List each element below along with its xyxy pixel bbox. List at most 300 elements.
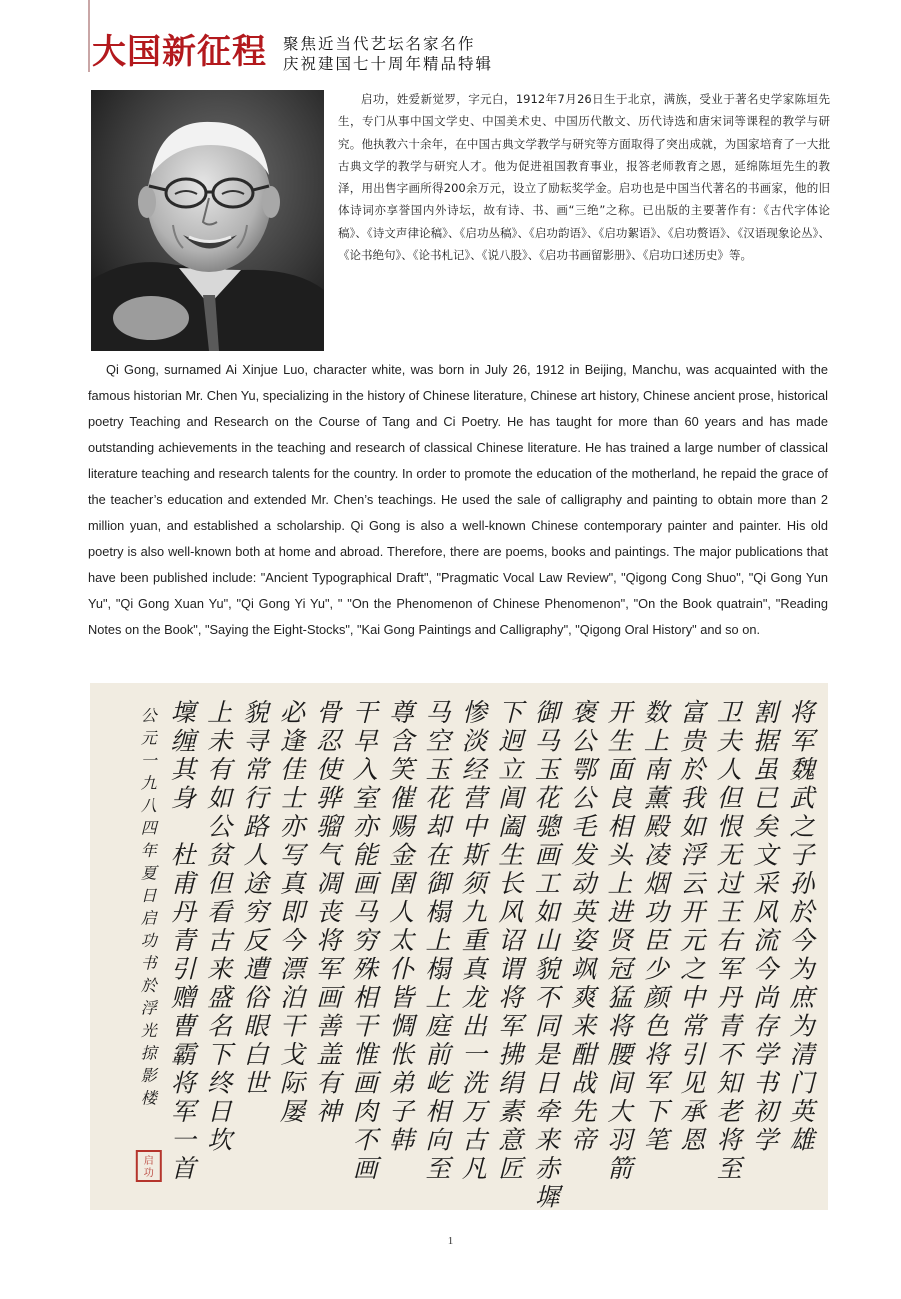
calligraphy-inscription	[141, 706, 160, 1108]
svg-text:恨: 恨	[716, 812, 742, 841]
calligraphy-column	[607, 698, 636, 1183]
svg-text:存: 存	[753, 1011, 779, 1041]
svg-text:杜: 杜	[170, 840, 196, 870]
svg-text:盛: 盛	[207, 983, 233, 1012]
svg-text:骨: 骨	[316, 698, 342, 727]
svg-text:相: 相	[425, 1097, 451, 1126]
svg-text:常: 常	[243, 755, 269, 784]
svg-text:武: 武	[789, 783, 815, 813]
svg-text:军: 军	[716, 954, 742, 984]
svg-text:室: 室	[352, 783, 378, 813]
svg-text:泊: 泊	[279, 983, 305, 1012]
svg-text:姿: 姿	[571, 926, 597, 955]
svg-text:为: 为	[789, 954, 815, 984]
svg-text:干: 干	[352, 1011, 378, 1041]
svg-text:阊: 阊	[498, 783, 524, 813]
svg-text:霸: 霸	[170, 1040, 196, 1069]
svg-text:丧: 丧	[316, 897, 342, 927]
svg-text:无: 无	[716, 840, 742, 870]
svg-text:日: 日	[534, 1068, 560, 1098]
svg-text:殿: 殿	[643, 812, 669, 841]
svg-text:如: 如	[534, 897, 560, 927]
svg-text:公: 公	[140, 706, 157, 725]
svg-text:意: 意	[498, 1125, 524, 1155]
svg-text:生: 生	[607, 726, 633, 756]
svg-text:谓: 谓	[498, 954, 524, 984]
svg-text:金: 金	[389, 840, 415, 870]
svg-text:洗: 洗	[461, 1068, 487, 1098]
calligraphy-column	[717, 698, 746, 1183]
svg-text:恩: 恩	[680, 1125, 706, 1155]
biography-english: Qi Gong, surnamed Ai Xinjue Luo, character white, was born in July 26, 1912 in Beijing, Manchu, was acquainted with the famous historian Mr. Chen Yu, specializing in the history of Chinese literature, Chinese art history, Chinese ancient prose, historical poetry Teaching and Research on the Course of Tang and Ci Poetry. He has taught for more than 60 years and has made outstanding achievements in the teaching and research of classical Chinese literature. He has trained a large number of classical literature teaching and research talents for the country. In order to promote the education of the motherland, he repaid the grace of the teacher’s education and extended Mr. Chen’s teachings. He used the sale of calligraphy and painting to obtain more than 2 million yuan, and established a scholarship. Qi Gong is also a well-known Chinese contemporary painter and painter. His old poetry is also well-known both at home and abroad. Therefore, there are poems, books and paintings. The major publications that have been published include: "Ancient Typographical Draft", "Pragmatic Vocal Law Review", "Qigong Cong Shuo", "Qi Gong Yun Yu", "Qi Gong Xuan Yu", "Qi Gong Yi Yu", " "On the Phenomenon of Chinese Phenomenon", "On the Book quatrain", "Reading Notes on the Book", "Saying the Eight-Stocks", "Kai Gong Paintings and Calligraphy", "Qigong Oral History" and so on.	[88, 362, 828, 637]
svg-text:来: 来	[571, 1011, 597, 1041]
svg-text:军: 军	[643, 1068, 669, 1098]
svg-text:榻: 榻	[425, 954, 451, 984]
svg-text:据: 据	[753, 726, 779, 756]
svg-text:一: 一	[170, 1125, 196, 1155]
svg-text:立: 立	[498, 755, 524, 784]
svg-text:拂: 拂	[498, 1040, 524, 1069]
svg-text:匠: 匠	[498, 1154, 524, 1183]
svg-text:人: 人	[243, 840, 269, 870]
svg-text:弟: 弟	[389, 1068, 415, 1098]
svg-text:骝: 骝	[316, 812, 342, 841]
svg-text:来: 来	[207, 954, 233, 984]
svg-text:亦: 亦	[352, 812, 378, 841]
svg-text:即: 即	[279, 897, 305, 927]
svg-text:御: 御	[425, 869, 451, 898]
svg-text:将: 将	[498, 983, 524, 1012]
svg-text:行: 行	[243, 783, 269, 813]
svg-text:未: 未	[207, 726, 233, 756]
svg-text:承: 承	[680, 1097, 706, 1126]
svg-text:之: 之	[789, 812, 815, 841]
svg-text:屡: 屡	[279, 1097, 305, 1126]
svg-text:过: 过	[716, 869, 742, 898]
svg-text:文: 文	[753, 840, 779, 870]
svg-text:九: 九	[140, 773, 157, 793]
svg-text:仆: 仆	[389, 954, 415, 984]
svg-text:今: 今	[789, 926, 815, 955]
calligraphy-column	[171, 698, 200, 1183]
svg-text:一: 一	[140, 751, 157, 770]
svg-text:身: 身	[170, 783, 196, 813]
svg-text:知: 知	[716, 1068, 742, 1098]
svg-text:人: 人	[716, 755, 742, 784]
svg-text:元: 元	[680, 926, 706, 955]
svg-text:雄: 雄	[789, 1125, 815, 1155]
svg-text:墀: 墀	[534, 1182, 560, 1210]
calligraphy-column	[243, 698, 272, 1098]
svg-text:臣: 臣	[643, 926, 669, 955]
svg-text:斯: 斯	[461, 840, 487, 870]
svg-text:箭: 箭	[607, 1154, 633, 1183]
svg-text:今: 今	[753, 954, 779, 984]
calligraphy-column	[535, 698, 564, 1210]
svg-text:马: 马	[352, 897, 378, 927]
svg-text:军: 军	[316, 954, 342, 984]
svg-text:相: 相	[607, 812, 633, 841]
svg-text:榻: 榻	[425, 897, 451, 927]
svg-text:庶: 庶	[789, 983, 815, 1012]
svg-text:迥: 迥	[498, 726, 524, 756]
svg-text:动: 动	[571, 869, 597, 898]
svg-text:军: 军	[170, 1097, 196, 1126]
svg-text:至: 至	[716, 1154, 742, 1183]
masthead-subtitle-line2: 庆祝建国七十周年精品特辑	[283, 55, 494, 73]
svg-text:冠: 冠	[607, 954, 633, 984]
masthead-subtitle	[283, 34, 493, 74]
calligraphy-column	[644, 698, 673, 1155]
svg-text:开: 开	[680, 897, 706, 927]
svg-text:有: 有	[207, 755, 233, 784]
page-number: 1	[447, 1235, 454, 1247]
svg-text:帝: 帝	[571, 1125, 597, 1155]
svg-text:初: 初	[753, 1097, 779, 1126]
svg-text:引: 引	[170, 954, 196, 984]
calligraphy-column	[207, 698, 236, 1155]
svg-text:逢: 逢	[279, 726, 305, 756]
svg-text:先: 先	[571, 1097, 597, 1126]
svg-text:於: 於	[680, 755, 706, 784]
svg-text:云: 云	[680, 869, 706, 898]
svg-text:尊: 尊	[389, 698, 415, 727]
svg-text:干: 干	[352, 698, 378, 727]
svg-text:首: 首	[170, 1154, 196, 1183]
svg-text:日: 日	[207, 1097, 233, 1126]
svg-text:眼: 眼	[243, 1011, 269, 1041]
svg-text:阖: 阖	[498, 812, 524, 841]
svg-text:采: 采	[753, 869, 779, 898]
svg-text:曹: 曹	[170, 1011, 196, 1041]
svg-text:画: 画	[316, 983, 342, 1012]
svg-text:出: 出	[461, 1011, 487, 1041]
svg-text:腰: 腰	[607, 1040, 633, 1069]
svg-text:惟: 惟	[352, 1040, 378, 1069]
svg-text:惆: 惆	[389, 1011, 415, 1041]
artist-seal	[137, 1151, 161, 1181]
svg-text:催: 催	[389, 783, 415, 813]
svg-text:功: 功	[643, 897, 669, 927]
svg-text:画: 画	[534, 840, 560, 870]
svg-text:流: 流	[753, 926, 779, 955]
svg-text:尚: 尚	[753, 983, 779, 1012]
svg-text:壈: 壈	[170, 698, 196, 727]
svg-text:画: 画	[352, 1068, 378, 1098]
svg-text:元: 元	[140, 728, 157, 748]
svg-text:如: 如	[207, 783, 233, 813]
svg-text:楼: 楼	[140, 1088, 157, 1108]
svg-text:薰: 薰	[643, 783, 669, 813]
svg-text:大: 大	[607, 1097, 633, 1126]
svg-text:能: 能	[352, 840, 378, 870]
svg-text:老: 老	[716, 1097, 742, 1126]
svg-text:龙: 龙	[461, 983, 487, 1012]
svg-text:庭: 庭	[425, 1011, 451, 1041]
svg-text:将: 将	[643, 1040, 669, 1069]
svg-text:风: 风	[498, 897, 524, 927]
svg-text:鄂: 鄂	[571, 755, 597, 784]
svg-text:须: 须	[461, 869, 487, 898]
svg-text:青: 青	[716, 1011, 742, 1041]
svg-text:富: 富	[680, 698, 706, 727]
svg-text:气: 气	[316, 840, 342, 870]
svg-text:漂: 漂	[279, 954, 305, 984]
svg-text:日: 日	[140, 886, 157, 905]
svg-text:韩: 韩	[389, 1125, 415, 1155]
masthead-title: 大国新征程	[92, 32, 267, 72]
svg-text:不: 不	[352, 1125, 378, 1155]
svg-text:真: 真	[279, 869, 305, 898]
svg-text:惨: 惨	[461, 698, 487, 727]
svg-text:影: 影	[140, 1066, 157, 1085]
svg-text:长: 长	[498, 869, 524, 898]
svg-text:贤: 贤	[607, 926, 633, 955]
svg-text:一: 一	[461, 1040, 487, 1069]
svg-text:营: 营	[461, 783, 487, 813]
svg-text:御: 御	[534, 698, 560, 727]
svg-text:戈: 戈	[279, 1040, 305, 1069]
svg-text:风: 风	[753, 897, 779, 927]
svg-text:但: 但	[716, 783, 742, 813]
calligraphy-column	[389, 698, 418, 1155]
svg-text:寻: 寻	[243, 726, 269, 756]
svg-text:启: 启	[140, 908, 157, 928]
svg-text:学: 学	[753, 1125, 779, 1155]
svg-text:数: 数	[643, 698, 669, 727]
svg-text:军: 军	[789, 726, 815, 756]
svg-text:画: 画	[352, 869, 378, 898]
svg-text:将: 将	[716, 1125, 742, 1155]
svg-text:人: 人	[389, 897, 415, 927]
svg-text:诏: 诏	[498, 926, 524, 955]
svg-text:凡: 凡	[461, 1154, 487, 1183]
svg-text:貌: 貌	[534, 954, 560, 984]
svg-text:素: 素	[498, 1097, 524, 1126]
svg-text:子: 子	[389, 1097, 415, 1126]
svg-text:白: 白	[243, 1040, 269, 1069]
svg-text:却: 却	[425, 812, 451, 841]
svg-text:四: 四	[140, 818, 157, 838]
svg-text:少: 少	[643, 954, 669, 984]
svg-text:画: 画	[352, 1154, 378, 1183]
svg-text:八: 八	[140, 796, 157, 815]
svg-text:貌: 貌	[243, 698, 269, 727]
svg-text:圉: 圉	[389, 869, 415, 898]
svg-text:不: 不	[534, 983, 560, 1012]
svg-text:爽: 爽	[571, 983, 597, 1012]
svg-text:重: 重	[461, 926, 487, 955]
svg-text:於: 於	[789, 897, 815, 927]
svg-text:启: 启	[143, 1156, 154, 1167]
svg-text:亦: 亦	[279, 812, 305, 841]
svg-text:已: 已	[753, 783, 779, 813]
svg-text:门: 门	[789, 1068, 815, 1098]
svg-text:上: 上	[207, 698, 233, 727]
calligraphy-column	[280, 698, 309, 1126]
svg-text:古: 古	[461, 1125, 487, 1155]
svg-text:将: 将	[170, 1068, 196, 1098]
svg-text:割: 割	[753, 698, 779, 727]
calligraphy-artwork	[90, 683, 828, 1210]
svg-text:我: 我	[680, 783, 706, 813]
svg-text:反: 反	[243, 926, 269, 955]
svg-text:际: 际	[279, 1068, 305, 1098]
svg-text:骅: 骅	[316, 783, 342, 813]
svg-text:马: 马	[534, 726, 560, 756]
svg-text:花: 花	[534, 783, 560, 813]
svg-text:名: 名	[207, 1011, 233, 1041]
svg-text:善: 善	[316, 1011, 342, 1041]
svg-text:笔: 笔	[643, 1125, 669, 1155]
svg-text:路: 路	[243, 812, 269, 841]
svg-text:掠: 掠	[140, 1043, 157, 1063]
svg-text:丹: 丹	[716, 983, 742, 1012]
svg-text:清: 清	[789, 1040, 815, 1069]
svg-text:干: 干	[279, 1011, 305, 1041]
svg-text:俗: 俗	[243, 983, 269, 1012]
svg-text:佳: 佳	[279, 755, 305, 784]
svg-text:坎: 坎	[207, 1125, 233, 1155]
svg-text:开: 开	[607, 698, 633, 727]
svg-text:上: 上	[425, 926, 451, 955]
svg-text:浮: 浮	[140, 998, 157, 1018]
svg-text:看: 看	[207, 897, 233, 927]
svg-text:空: 空	[425, 726, 451, 756]
svg-text:头: 头	[607, 840, 633, 870]
svg-text:古: 古	[207, 926, 233, 955]
svg-text:中: 中	[461, 812, 487, 841]
svg-text:见: 见	[680, 1068, 706, 1098]
svg-text:引: 引	[680, 1040, 706, 1069]
svg-text:常: 常	[680, 1011, 706, 1041]
svg-text:右: 右	[716, 926, 742, 955]
svg-text:生: 生	[498, 840, 524, 870]
svg-text:太: 太	[389, 926, 415, 955]
svg-text:英: 英	[571, 897, 597, 927]
portrait-photo	[91, 90, 324, 351]
svg-text:羽: 羽	[607, 1125, 633, 1155]
svg-text:贵: 贵	[680, 726, 706, 756]
svg-text:其: 其	[170, 755, 196, 784]
svg-text:上: 上	[643, 726, 669, 756]
svg-text:青: 青	[170, 926, 196, 955]
svg-text:将: 将	[316, 926, 342, 955]
svg-text:甫: 甫	[170, 869, 196, 898]
calligraphy-column	[316, 698, 345, 1126]
svg-text:九: 九	[461, 897, 487, 927]
svg-text:向: 向	[425, 1125, 451, 1155]
calligraphy-column	[425, 698, 454, 1183]
svg-text:同: 同	[534, 1011, 560, 1041]
calligraphy-column	[753, 698, 782, 1155]
svg-text:屹: 屹	[425, 1068, 451, 1098]
svg-text:有: 有	[316, 1068, 342, 1098]
svg-text:凌: 凌	[643, 840, 669, 870]
svg-text:必: 必	[279, 698, 305, 727]
svg-text:终: 终	[207, 1068, 233, 1098]
svg-text:淡: 淡	[461, 726, 487, 756]
svg-text:将: 将	[789, 698, 815, 727]
calligraphy-column	[571, 698, 600, 1155]
svg-text:缠: 缠	[170, 726, 196, 756]
svg-text:下: 下	[207, 1040, 233, 1069]
svg-text:写: 写	[279, 840, 305, 870]
svg-text:上: 上	[425, 983, 451, 1012]
calligraphy-column	[789, 698, 818, 1155]
svg-text:下: 下	[643, 1097, 669, 1126]
svg-text:虽: 虽	[753, 755, 779, 784]
svg-text:功: 功	[143, 1168, 154, 1179]
calligraphy-column	[498, 698, 527, 1183]
calligraphy-column	[680, 698, 709, 1155]
svg-text:之: 之	[680, 954, 706, 984]
svg-text:凋: 凋	[316, 869, 342, 898]
svg-text:绢: 绢	[498, 1068, 524, 1098]
margin-rule	[88, 0, 90, 72]
svg-text:中: 中	[680, 983, 706, 1012]
svg-text:书: 书	[753, 1068, 779, 1098]
svg-text:丹: 丹	[170, 897, 196, 927]
svg-text:功: 功	[140, 931, 157, 950]
svg-text:在: 在	[425, 840, 451, 870]
svg-text:公: 公	[571, 783, 597, 813]
svg-text:上: 上	[607, 869, 633, 898]
svg-text:光: 光	[140, 1021, 157, 1040]
svg-text:色: 色	[643, 1011, 669, 1041]
svg-text:将: 将	[607, 1011, 633, 1041]
svg-text:赐: 赐	[389, 812, 415, 841]
svg-text:穷: 穷	[352, 926, 378, 955]
biography-chinese: 启功，姓爱新觉罗，字元白，1912年7月26日生于北京，满族，受业于著名史学家陈垣先生，专门从事中国文学史、中国美术史、中国历代散文、历代诗选和唐宋词等课程的教学与研究。他执教六十余年，在中国古典文学教学与研究等方面取得了突出成就，为国家培育了一大批古典文学的教学与研究人才。他为促进祖国教育事业，报答老师教育之恩，延绵陈垣先生的教泽，用出售字画所得200余万元，设立了励耘奖学金。启功也是中国当代著名的书画家，他的旧体诗词亦享誉国内外诗坛，故有诗、书、画“三绝”之称。已出版的主要著作有：《古代字体论稿》、《诗文声律论稿》、《启功丛稿》、《启功韵语》、《启功絮语》、《启功赘语》、《汉语现象论丛》、《论书绝句》、《论书札记》、《说八股》、《启功书画留影册》、《启功口述历史》等。	[338, 92, 830, 263]
svg-text:年: 年	[140, 841, 157, 860]
calligraphy-scroll	[90, 683, 828, 1210]
svg-text:夏: 夏	[140, 863, 157, 883]
svg-text:士: 士	[279, 783, 305, 813]
svg-text:但: 但	[207, 869, 233, 898]
svg-text:遭: 遭	[243, 954, 269, 984]
svg-text:骢: 骢	[534, 812, 560, 841]
svg-text:如: 如	[680, 812, 706, 841]
svg-text:为: 为	[789, 1011, 815, 1041]
svg-text:含: 含	[389, 726, 415, 756]
svg-text:来: 来	[534, 1125, 560, 1155]
svg-text:殊: 殊	[352, 954, 378, 984]
svg-text:玉: 玉	[425, 755, 451, 784]
svg-text:是: 是	[534, 1040, 560, 1069]
svg-text:发: 发	[571, 840, 597, 870]
svg-text:早: 早	[352, 726, 378, 756]
svg-text:卫: 卫	[716, 698, 742, 727]
svg-text:途: 途	[243, 869, 269, 898]
svg-text:於: 於	[140, 976, 157, 995]
calligraphy-column	[353, 698, 382, 1183]
svg-text:忍: 忍	[316, 726, 342, 756]
svg-text:马: 马	[425, 698, 451, 727]
svg-text:英: 英	[789, 1097, 815, 1126]
svg-text:赠: 赠	[170, 983, 196, 1012]
svg-text:军: 军	[498, 1011, 524, 1041]
svg-text:矣: 矣	[753, 812, 779, 841]
svg-text:酣: 酣	[571, 1040, 597, 1069]
svg-text:皆: 皆	[389, 983, 415, 1012]
masthead-subtitle-line1: 聚焦近当代艺坛名家名作	[283, 35, 476, 53]
svg-text:使: 使	[316, 755, 342, 784]
svg-text:真: 真	[461, 954, 487, 984]
svg-text:猛: 猛	[607, 983, 633, 1012]
svg-text:浮: 浮	[680, 840, 706, 870]
svg-text:面: 面	[607, 755, 633, 784]
